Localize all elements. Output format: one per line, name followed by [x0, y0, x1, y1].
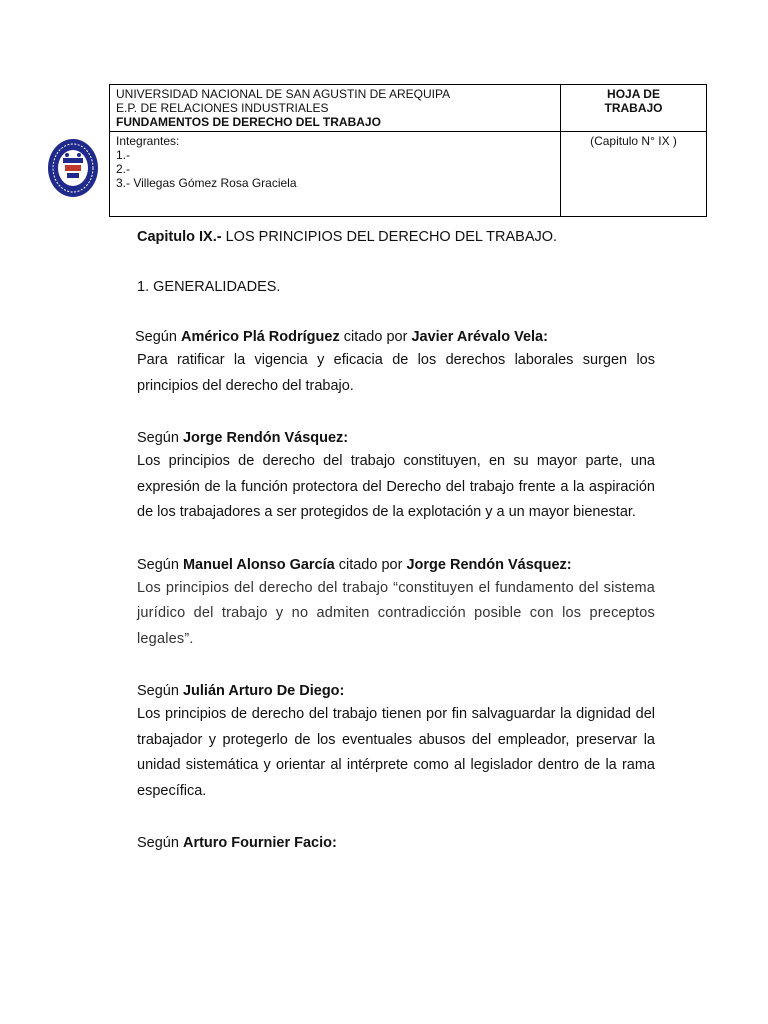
author-line [137, 427, 655, 449]
author-mid: citado por [334, 556, 407, 573]
author-line [137, 554, 655, 576]
author-line [137, 680, 655, 702]
university-name: UNIVERSIDAD NACIONAL DE SAN AGUSTIN DE AREQUIPA [116, 87, 451, 101]
members-cell [110, 132, 561, 217]
chapter-title-text: LOS PRINCIPIOS DEL DERECHO DEL TRABAJO. [221, 229, 558, 245]
sheet-title-line2: TRABAJO [604, 101, 663, 115]
members-label: Integrantes: [116, 134, 180, 148]
chapter-ref-cell [561, 132, 707, 217]
section-heading: 1. GENERALIDADES. [137, 279, 281, 295]
author-prefix: Según [137, 430, 183, 446]
chapter-label: Capitulo IX.- [137, 229, 222, 245]
author-prefix: Según [137, 835, 183, 851]
member-1: 1.- [116, 148, 131, 162]
chapter-ref: (Capitulo N° IX ) [590, 134, 677, 148]
sheet-title-line1: HOJA DE [607, 87, 660, 101]
paragraph: Los principios de derecho del trabajo tienen por fin salvaguardar la dignidad del trabajador y protegerlo de los eventuales abusos del empleador, preservar la unidad sistemática y orientar al intérprete como al legislador dentro de la rama específica. [137, 706, 655, 799]
paragraph: Para ratificar la vigencia y eficacia de los derechos laborales surgen los principios del derecho del trabajo. [137, 352, 655, 394]
sheet-title-cell [561, 85, 707, 132]
paragraph: Los principios de derecho del trabajo constituyen, en su mayor parte, una expresión de la función protectora del Derecho del trabajo frente a la aspiración de los trabajadores a ser protegidos de la explotación y a un mayor bienestar. [137, 453, 655, 520]
author-name: Manuel Alonso García [182, 556, 335, 573]
author-prefix: Según [137, 683, 183, 699]
author-name-2: Jorge Rendón Vásquez: [406, 556, 572, 573]
paragraph: Los principios del derecho del trabajo “constituyen el fundamento del sistema jurídico del trabajo y no admiten contradicción posible con los preceptos legales”. [137, 579, 655, 647]
member-2: 2.- [116, 162, 131, 176]
course-name: FUNDAMENTOS DE DERECHO DEL TRABAJO [116, 115, 381, 129]
university-seal-logo [47, 138, 99, 198]
author-name: Américo Plá Rodríguez [180, 329, 340, 345]
author-line [137, 832, 655, 854]
author-name: Jorge Rendón Vásquez: [182, 430, 349, 446]
author-prefix: Según [135, 329, 181, 345]
author-name: Arturo Fournier Facio: [182, 835, 337, 851]
school-name: E.P. DE RELACIONES INDUSTRIALES [116, 101, 329, 115]
author-name: Julián Arturo De Diego: [182, 683, 345, 699]
institution-cell [110, 85, 561, 132]
author-name-2: Javier Arévalo Vela: [411, 329, 548, 345]
member-3: 3.- Villegas Gómez Rosa Graciela [116, 176, 297, 190]
author-line [135, 326, 655, 348]
chapter-title [137, 226, 655, 248]
header-table [109, 84, 707, 217]
seal-icon [47, 138, 99, 198]
author-prefix: Según [137, 556, 183, 573]
author-mid: citado por [339, 329, 412, 345]
document-body [137, 226, 655, 854]
